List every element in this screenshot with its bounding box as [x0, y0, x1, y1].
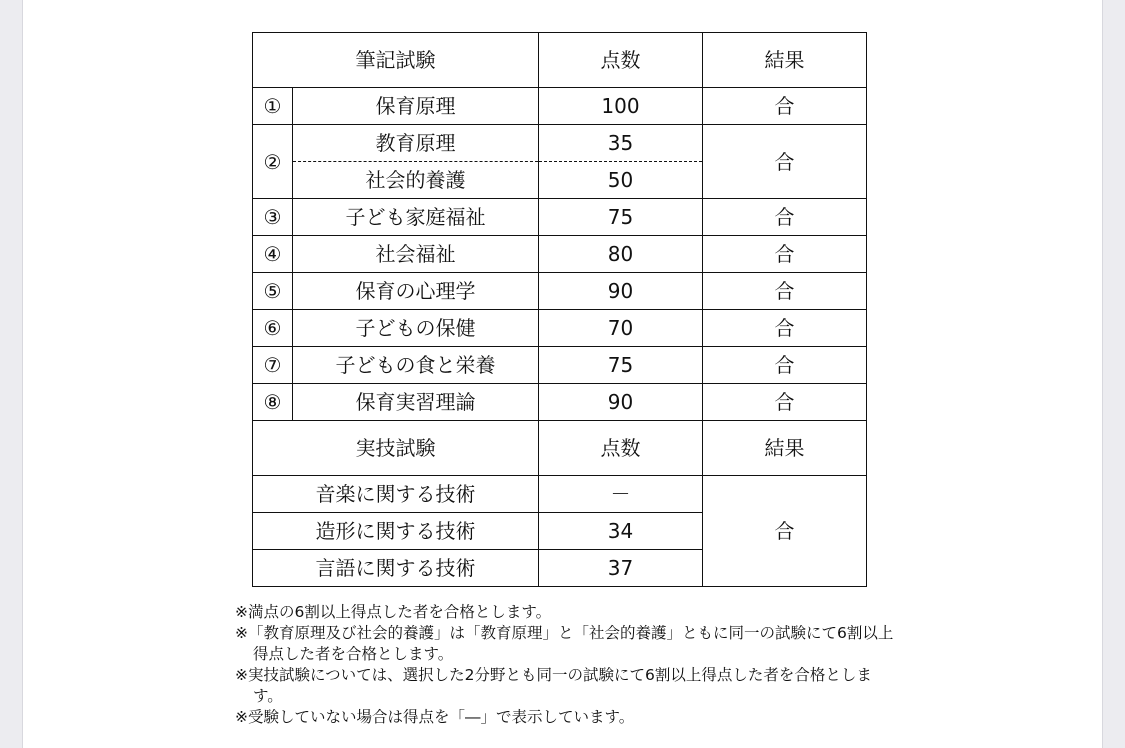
result-value: 合	[703, 236, 867, 273]
result-value: 合	[703, 125, 867, 199]
subject-name: 言語に関する技術	[253, 550, 539, 587]
score-value: 90	[539, 273, 703, 310]
left-margin	[0, 0, 23, 748]
result-value: 合	[703, 310, 867, 347]
footnote: ※「教育原理及び社会的養護」は「教育原理」と「社会的養護」ともに同一の試験にて6割以上得点した者を合格とします。	[235, 624, 894, 663]
score-value: 75	[539, 347, 703, 384]
subject-name: 社会的養護	[293, 162, 539, 199]
score-value: 75	[539, 199, 703, 236]
row-number: ②	[253, 125, 293, 199]
subject-name: 子どもの食と栄養	[293, 347, 539, 384]
row-number: ⑥	[253, 310, 293, 347]
practical-header-result: 結果	[703, 421, 867, 476]
subject-name: 子どもの保健	[293, 310, 539, 347]
practical-header-subject: 実技試験	[253, 421, 539, 476]
score-value: 50	[539, 162, 703, 199]
table-row	[253, 476, 867, 513]
practical-header-score: 点数	[539, 421, 703, 476]
written-header-row	[253, 33, 867, 88]
subject-name: 音楽に関する技術	[253, 476, 539, 513]
score-value: 90	[539, 384, 703, 421]
row-number: ⑤	[253, 273, 293, 310]
subject-name: 保育の心理学	[293, 273, 539, 310]
subject-name: 造形に関する技術	[253, 513, 539, 550]
score-value: 70	[539, 310, 703, 347]
score-value: 35	[539, 125, 703, 162]
result-value: 合	[703, 384, 867, 421]
row-number: ③	[253, 199, 293, 236]
row-number: ④	[253, 236, 293, 273]
table-row	[253, 347, 867, 384]
subject-name: 社会福祉	[293, 236, 539, 273]
footnote: ※満点の6割以上得点した者を合格とします。	[235, 603, 552, 621]
table-row	[253, 125, 867, 162]
footnotes	[235, 602, 895, 728]
score-value: 80	[539, 236, 703, 273]
subject-name: 教育原理	[293, 125, 539, 162]
table-row	[253, 199, 867, 236]
table-row	[253, 384, 867, 421]
footnote: ※受験していない場合は得点を「―」で表示しています。	[235, 708, 635, 726]
score-value: －	[539, 476, 703, 513]
footnote: ※実技試験については、選択した2分野とも同一の試験にて6割以上得点した者を合格とします。	[235, 666, 872, 705]
table-row	[253, 88, 867, 125]
subject-name: 保育実習理論	[293, 384, 539, 421]
results-table	[252, 32, 867, 587]
subject-name: 子ども家庭福祉	[293, 199, 539, 236]
table-row	[253, 273, 867, 310]
score-value: 37	[539, 550, 703, 587]
written-header-score: 点数	[539, 33, 703, 88]
subject-name: 保育原理	[293, 88, 539, 125]
right-margin	[1102, 0, 1125, 748]
row-number: ①	[253, 88, 293, 125]
table-row	[253, 236, 867, 273]
row-number: ⑦	[253, 347, 293, 384]
result-value: 合	[703, 88, 867, 125]
written-header-result: 結果	[703, 33, 867, 88]
score-value: 34	[539, 513, 703, 550]
practical-header-row	[253, 421, 867, 476]
practical-result-value: 合	[703, 476, 867, 587]
result-value: 合	[703, 347, 867, 384]
row-number: ⑧	[253, 384, 293, 421]
written-header-subject: 筆記試験	[253, 33, 539, 88]
result-value: 合	[703, 273, 867, 310]
result-value: 合	[703, 199, 867, 236]
table-row	[253, 310, 867, 347]
score-value: 100	[539, 88, 703, 125]
